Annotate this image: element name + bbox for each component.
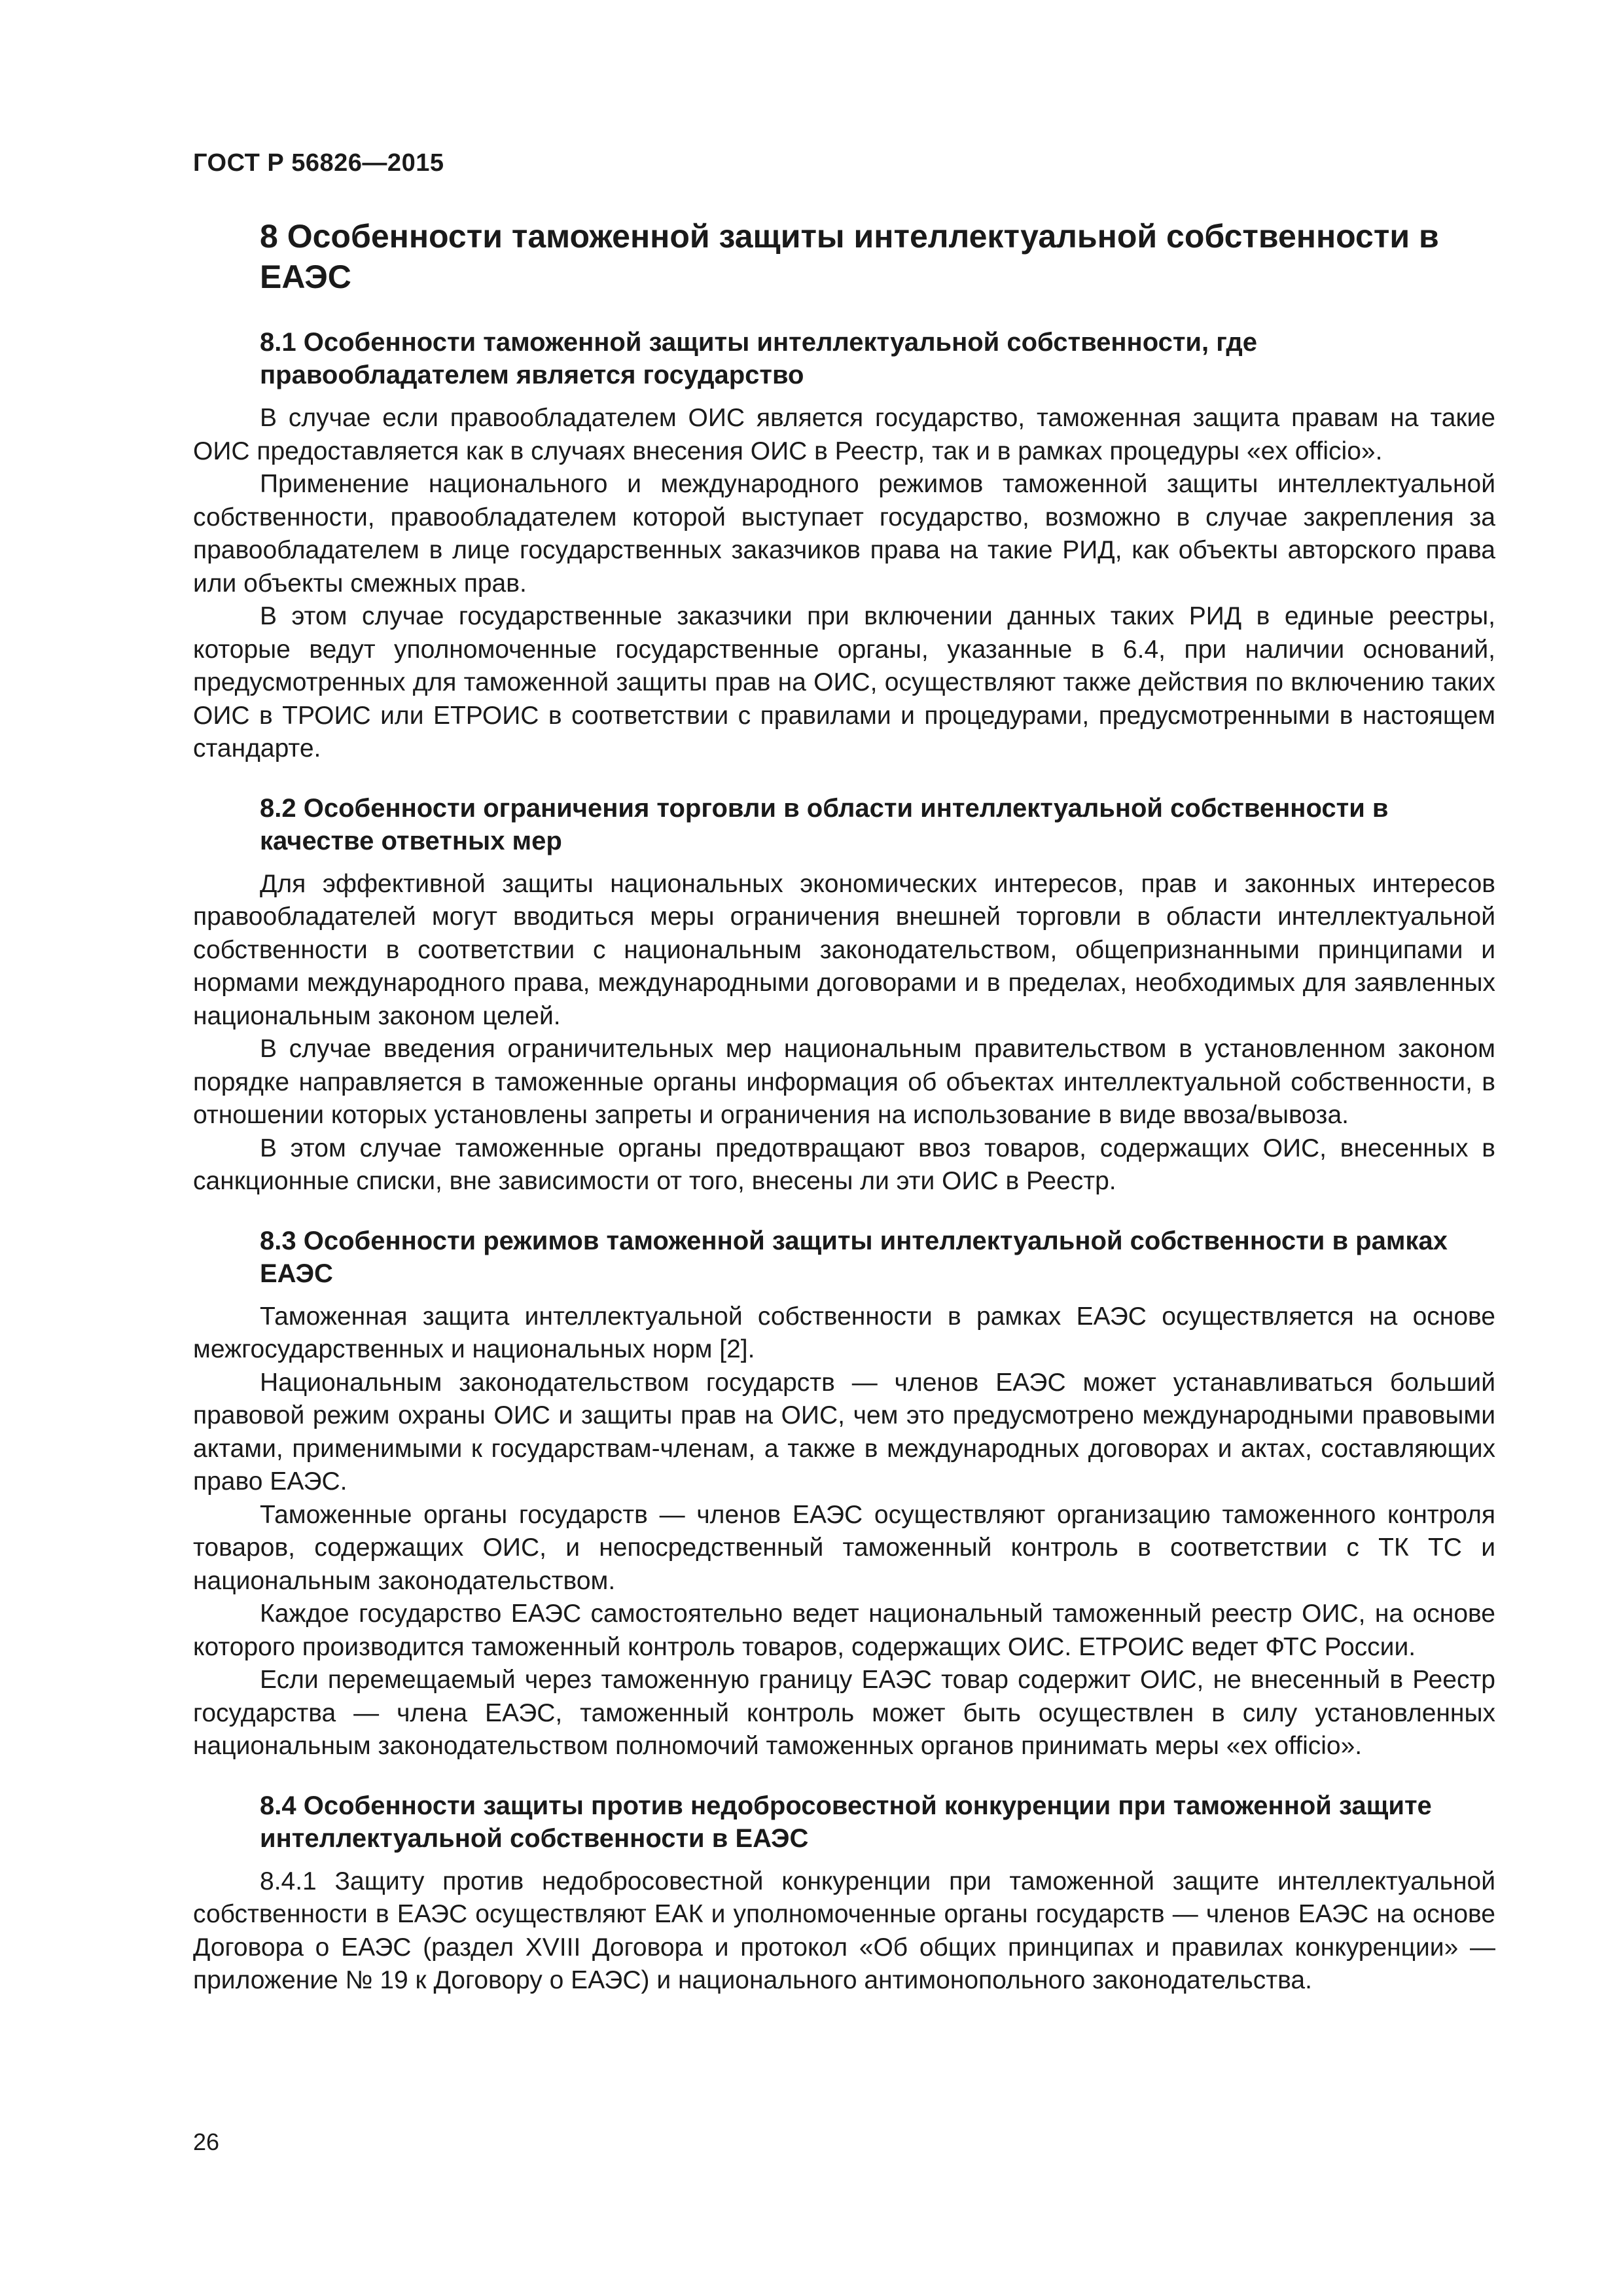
subsection-title: 8.4 Особенности защиты против недобросовестной конкуренции при таможенной защите интеллектуальной собственности в ЕАЭС	[260, 1791, 1432, 1853]
subsection-title: 8.3 Особенности режимов таможенной защиты интеллектуальной собственности в рамках ЕАЭС	[260, 1226, 1448, 1288]
paragraph: В этом случае таможенные органы предотвращают ввоз товаров, содержащих ОИС, внесенных в санкционные списки, вне зависимости от того, внесены ли эти ОИС в Реестр.	[193, 1134, 1495, 1195]
paragraph: В случае если правообладателем ОИС является государство, таможенная защита правам на такие ОИС предоставляется как в случаях внесения ОИС в Реестр, так и в рамках процедуры «ex officio».	[193, 404, 1495, 465]
document-header: ГОСТ Р 56826—2015	[193, 149, 444, 177]
subsection-8-4	[193, 1789, 1495, 1998]
paragraph: 8.4.1 Защиту против недобросовестной конкуренции при таможенной защите интеллектуальной собственности в ЕАЭС осуществляют ЕАК и уполномоченные органы государств — членов ЕАЭС на основе Договора о ЕАЭС (раздел XVIII Договора и протокол «Об общих принципах и правилах конкуренции» — приложение № 19 к Договору о ЕАЭС) и национального антимонопольного законодательства.	[193, 1867, 1495, 1994]
subsection-8-2	[193, 792, 1495, 1198]
paragraph: Применение национального и международного режимов таможенной защиты интеллектуальной собственности, правообладателем которой выступает государство, возможно в случае закрепления за правообладателем в лице государственных заказчиков права на такие РИД, как объекты авторского права или объекты смежных прав.	[193, 470, 1495, 598]
subsection-8-1	[193, 326, 1495, 766]
subsection-8-3	[193, 1225, 1495, 1763]
subsection-title: 8.1 Особенности таможенной защиты интеллектуальной собственности, где правообладателем является государство	[260, 328, 1258, 389]
page-content	[193, 216, 1495, 1998]
paragraph: Каждое государство ЕАЭС самостоятельно ведет национальный таможенный реестр ОИС, на основе которого производится таможенный контроль товаров, содержащих ОИС. ЕТРОИС ведет ФТС России.	[193, 1600, 1495, 1661]
section-title: 8 Особенности таможенной защиты интеллектуальной собственности в ЕАЭС	[260, 218, 1439, 295]
page-number: 26	[193, 2128, 220, 2155]
paragraph: Таможенные органы государств — членов ЕАЭС осуществляют организацию таможенного контроля товаров, содержащих ОИС, и непосредственный таможенный контроль в соответствии с ТК ТС и национальным законодательством.	[193, 1500, 1495, 1595]
paragraph: Таможенная защита интеллектуальной собственности в рамках ЕАЭС осуществляется на основе межгосударственных и национальных норм [2].	[193, 1302, 1495, 1363]
subsection-title: 8.2 Особенности ограничения торговли в области интеллектуальной собственности в качестве ответных мер	[260, 793, 1389, 855]
paragraph: Для эффективной защиты национальных экономических интересов, прав и законных интересов правообладателей могут вводиться меры ограничения внешней торговли в области интеллектуальной собственности в соответствии с национальным законодательством, общепризнанными принципами и нормами международного права, международными договорами и в пределах, необходимых для заявленных национальным законом целей.	[193, 869, 1495, 1030]
paragraph: В этом случае государственные заказчики при включении данных таких РИД в единые реестры, которые ведут уполномоченные государственные органы, указанные в 6.4, при наличии оснований, предусмотренных для таможенной защиты прав на ОИС, осуществляют также действия по включению таких ОИС в ТРОИС или ЕТРОИС в соответствии с правилами и процедурами, предусмотренными в настоящем стандарте.	[193, 602, 1495, 762]
paragraph: Национальным законодательством государств — членов ЕАЭС может устанавливаться больший правовой режим охраны ОИС и защиты прав на ОИС, чем это предусмотрено международными правовыми актами, применимыми к государствам-членам, а также в международных договорах и актах, составляющих право ЕАЭС.	[193, 1368, 1495, 1496]
paragraph: В случае введения ограничительных мер национальным правительством в установленном законом порядке направляется в таможенные органы информация об объектах интеллектуальной собственности, в отношении которых установлены запреты и ограничения на использование в виде ввоза/вывоза.	[193, 1035, 1495, 1129]
paragraph: Если перемещаемый через таможенную границу ЕАЭС товар содержит ОИС, не внесенный в Реестр государства — члена ЕАЭС, таможенный контроль может быть осуществлен в силу установленных национальным законодательством полномочий таможенных органов принимать меры «ex officio».	[193, 1666, 1495, 1760]
